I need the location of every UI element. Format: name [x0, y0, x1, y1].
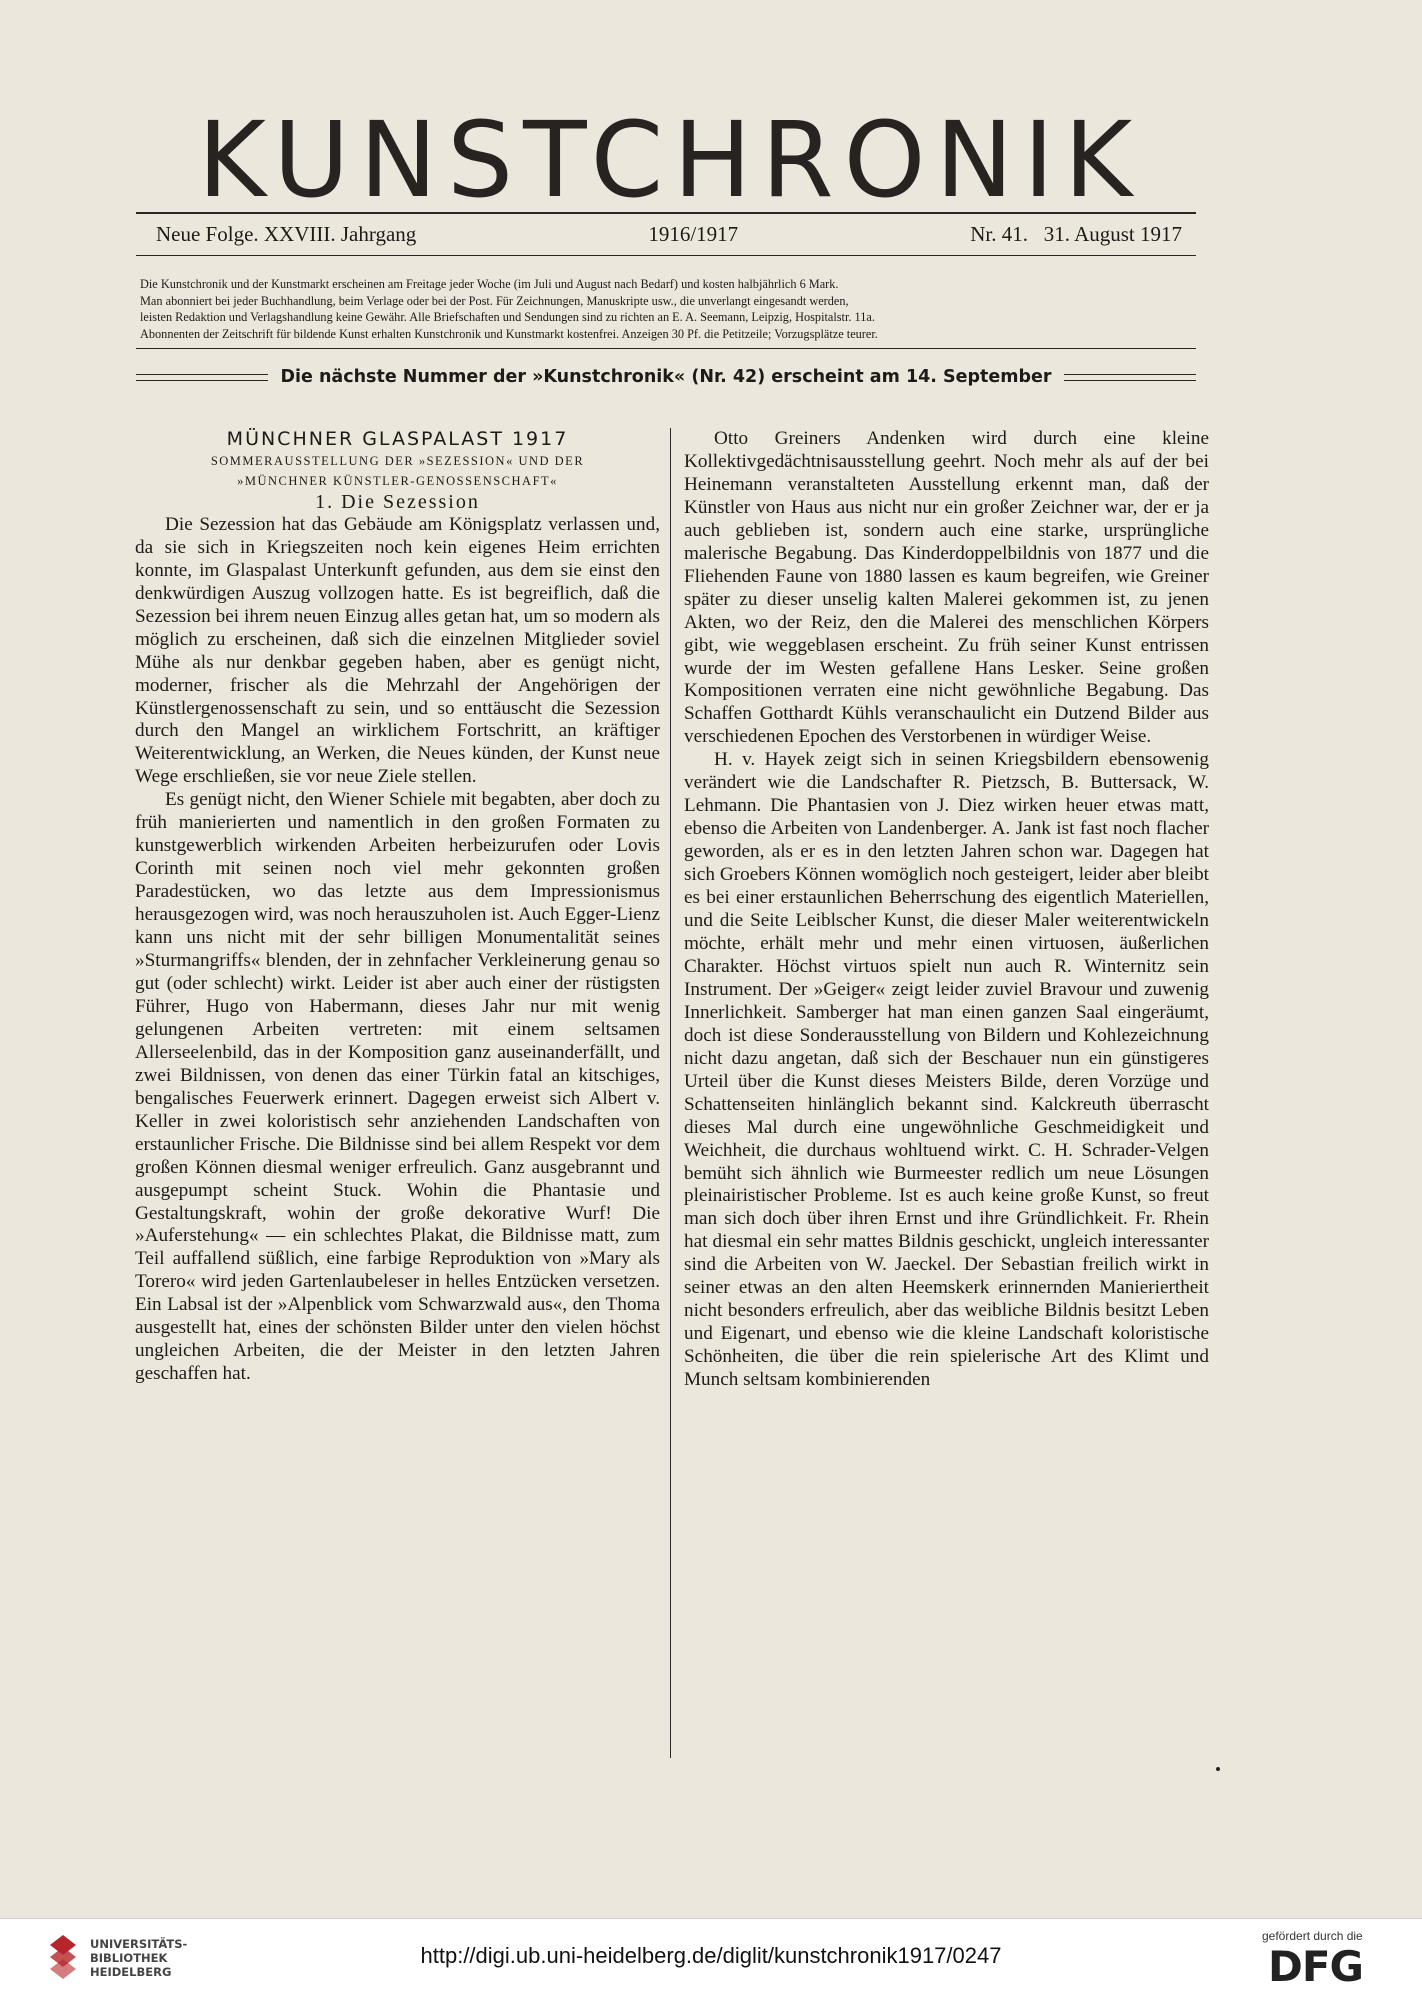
next-issue-text: Die nächste Nummer der »Kunstchronik« (Nr. 42) erscheint am 14. September — [280, 367, 1052, 387]
issue-label: Nr. 41. 31. August 1917 — [970, 222, 1182, 246]
masthead-rule-top — [136, 212, 1196, 214]
masthead-rule-bottom — [136, 255, 1196, 256]
library-name-line: HEIDELBERG — [90, 1965, 172, 1979]
masthead-title: KUNSTCHRONIK — [197, 99, 1143, 221]
viewer-footer — [0, 1918, 1422, 1996]
double-rule-right — [1064, 374, 1196, 381]
dfg-logo: DFG — [1268, 1942, 1364, 1991]
subscription-notice — [140, 276, 1190, 342]
section-title: 1. Die Sezession — [315, 490, 480, 513]
column-divider — [670, 428, 671, 1758]
paragraph: Otto Greiners Andenken wird durch eine kleine Kollektivgedächtnisausstellung geehrt. Noch mehr als auf der bei Heinemann veranstalteten Ausstellung erkennt man, daß der Künstler von Haus aus nicht nur ein großer Zeichner war, der er ja auch geblieben ist, sondern auch eine starke, ursprüngliche malerische Begabung. Das Kinderdoppelbildnis von 1877 und die Fliehenden Faune von 1880 lassen es kaum begreifen, wie Greiner später zu dieser unselig kalten Malerei gekommen ist, zu jenen Akten, wo der Reiz, den die Malerei des menschlichen Körpers gibt, wie weggeblasen erscheint. Zu früh seiner Kunst entrissen wurde der im Westen gefallene Hans Lesker. Seine großen Kompositionen verraten eine nicht gewöhnliche Begabung. Das Schaffen Gotthardt Kühls veranschaulicht ein Dutzend Bilder aus verschiedenen Epochen des Verstorbenen in würdiger Weise. — [684, 428, 1209, 748]
article-subtitle — [135, 451, 660, 491]
article-subtitle-line: »MÜNCHNER KÜNSTLER-GENOSSENSCHAFT« — [237, 473, 558, 488]
paragraph: H. v. Hayek zeigt sich in seinen Kriegsbildern ebensowenig verändert wie die Landschafter R. Pietzsch, B. Buttersack, W. Lehmann. Die Phantasien von J. Diez wirken heuer etwas matt, ebenso die Arbeiten von Landenberger. A. Jank ist fast noch flacher geworden, als er es in den letzten Jahren schon war. Dagegen hat sich Groebers Können womöglich noch gesteigert, leider aber bleibt es bei einer erstaunlichen Beherrschung des eigentlich Materiellen, und die Seite Leiblscher Kunst, die dieser Maler weiterentwickeln möchte, erhält mehr und mehr einen virtuosen, äußerlichen Charakter. Höchst virtuos spielt nun auch R. Winternitz sein Instrument. Der »Geiger« zeigt leider zuviel Bravour und zuwenig Innerlichkeit. Samberger hat man einen ganzen Saal eingeräumt, doch ist diese Sonderausstellung von Bildern und Kohlezeichnung nicht dazu angetan, daß sich der Beschauer nun ein günstigeres Urteil über die Kunst dieses Meisters Bilde, deren Vorzüge und Schattenseiten hinlänglich bekannt sind. Kalckreuth überrascht dieses Mal durch eine ungewöhnliche Geschmeidigkeit und Weichheit, die durchaus wohltuend wirkt. C. H. Schrader-Velgen bemüht sich ähnlich wie Burmeester redlich um neue Lösungen pleinairistischer Probleme. Ist es auch keine große Kunst, so freut man sich doch über ihren Ernst und ihre Gründlichkeit. Fr. Rhein hat diesmal ein sehr mattes Bildnis geschickt, ungleich interessanter sind die Arbeiten von W. Jaeckel. Der Sebastian freilich wirkt in seiner etwas an den alten Heemskerk erinnernden Manieriertheit nicht besonders erfreulich, aber das weibliche Bildnis besitzt Leben und Eigenart, und ebenso wie die kleine Landschaft koloristische Schönheiten, die über die rein spielerische Art des Klimt und Munch seltsam kombinierenden — [684, 749, 1209, 1391]
permalink-url[interactable]: http://digi.ub.uni-heidelberg.de/diglit/kunstchronik1917/0247 — [420, 1943, 1002, 1968]
column-right — [684, 428, 1209, 1392]
sponsor-caption: gefördert durch die — [1262, 1929, 1363, 1943]
article-subtitle-line: SOMMERAUSSTELLUNG DER »SEZESSION« UND DER — [210, 453, 585, 468]
column-left — [135, 428, 660, 1386]
series-label: Neue Folge. XXVIII. Jahrgang — [156, 222, 417, 246]
paragraph: Die Sezession hat das Gebäude am Königsplatz verlassen und, da sie sich in Kriegszeiten noch kein eigenes Heim errichten konnte, im Glaspalast Unterkunft gefunden, aus dem sie einst den denkwürdigen Auszug vollzogen hatte. Es ist begreiflich, daß die Sezession bei ihrem neuen Einzug alles getan hat, um so modern als möglich zu erscheinen, daß sich die einzelnen Mitglieder soviel Mühe als nur denkbar gegeben haben, aber es genügt nicht, moderner, frischer als die Mehrzahl der Angehörigen der Künstlergenossenschaft zu sein, und so enttäuscht die Sezession durch den Mangel an wirklichem Fortschritt, an kräftiger Weiterentwicklung, an Werken, die Neues künden, der Kunst neue Wege erschließen, sie vor neue Ziele stellen. — [135, 513, 660, 788]
library-name-line: BIBLIOTHEK — [90, 1951, 168, 1965]
notice-rule — [136, 348, 1196, 349]
ink-speck — [1216, 1767, 1220, 1771]
year-label: 1916/1917 — [648, 222, 739, 246]
article-title: MÜNCHNER GLASPALAST 1917 — [226, 428, 569, 450]
notice-line: Die Kunstchronik und der Kunstmarkt erscheinen am Freitage jeder Woche (im Juli und August nach Bedarf) und kosten halbjährlich 6 Mark. — [140, 277, 839, 291]
paragraph: Es genügt nicht, den Wiener Schiele mit begabten, aber doch zu früh manierierten und namentlich in den großen Formaten zu kunstgewerblich wirkenden Arbeiten herbeizurufen oder Lovis Corinth mit seinen noch viel mehr gekonnten großen Paradestücken, wo das letzte aus dem Impressionismus herausgezogen wird, was noch herauszuholen ist. Auch Egger-Lienz kann uns nicht mit der sehr billigen Monumentalität seines »Sturmangriffs« blenden, der in zehnfacher Verkleinerung genau so gut (oder schlecht) wirkt. Leider ist aber auch einer der rüstigsten Führer, Hugo von Habermann, dieses Jahr nur mit wenig gelungenen Arbeiten vertreten: mit einem seltsamen Allerseelenbild, das in der Komposition ganz auseinanderfällt, und zwei Bildnissen, von denen das einer Türkin fatal an kitschiges, bengalisches Feuerwerk erinnert. Dagegen erweist sich Albert v. Keller in zwei koloristisch sehr anziehenden Landschaften von erstaunlicher Frische. Die Bildnisse sind bei allem Respekt vor dem großen Können diesmal weniger erfreulich. Ganz ausgebrannt und ausgepumpt scheint Stuck. Wohin die Phantasie und Gestaltungskraft, wohin der große dekorative Wurf! Die »Auferstehung« — ein schlechtes Plakat, die Bildnisse matt, zum Teil auffallend süßlich, eine farbige Reproduktion von »Mary als Torero« wird jeden Gartenlaubeleser in helles Entzücken versetzen. Ein Labsal ist der »Alpenblick vom Schwarzwald aus«, den Thoma ausgestellt hat, eines der schönsten Bilder unter den vielen höchst ungleichen Arbeiten, die der Meister in den letzten Jahren geschaffen hat. — [135, 789, 660, 1385]
notice-line: Abonnenten der Zeitschrift für bildende Kunst erhalten Kunstchronik und Kunstmarkt kostenfrei. Anzeigen 30 Pf. die Petitzeile; Vorzugsplätze teurer. — [140, 326, 878, 341]
issue-line — [156, 222, 1182, 247]
next-issue-banner — [136, 364, 1196, 390]
library-name-line: UNIVERSITÄTS- — [90, 1937, 188, 1951]
notice-line: Man abonniert bei jeder Buchhandlung, beim Verlage oder bei der Post. Für Zeichnungen, Manuskripte usw., die unverlangt eingesandt werden, — [140, 293, 849, 308]
notice-line: leisten Redaktion und Verlagshandlung keine Gewähr. Alle Briefschaften und Sendungen sind zu richten an E. A. Seemann, Leipzig, Hospitalstr. 11a. — [140, 310, 875, 324]
double-rule-left — [136, 374, 268, 381]
